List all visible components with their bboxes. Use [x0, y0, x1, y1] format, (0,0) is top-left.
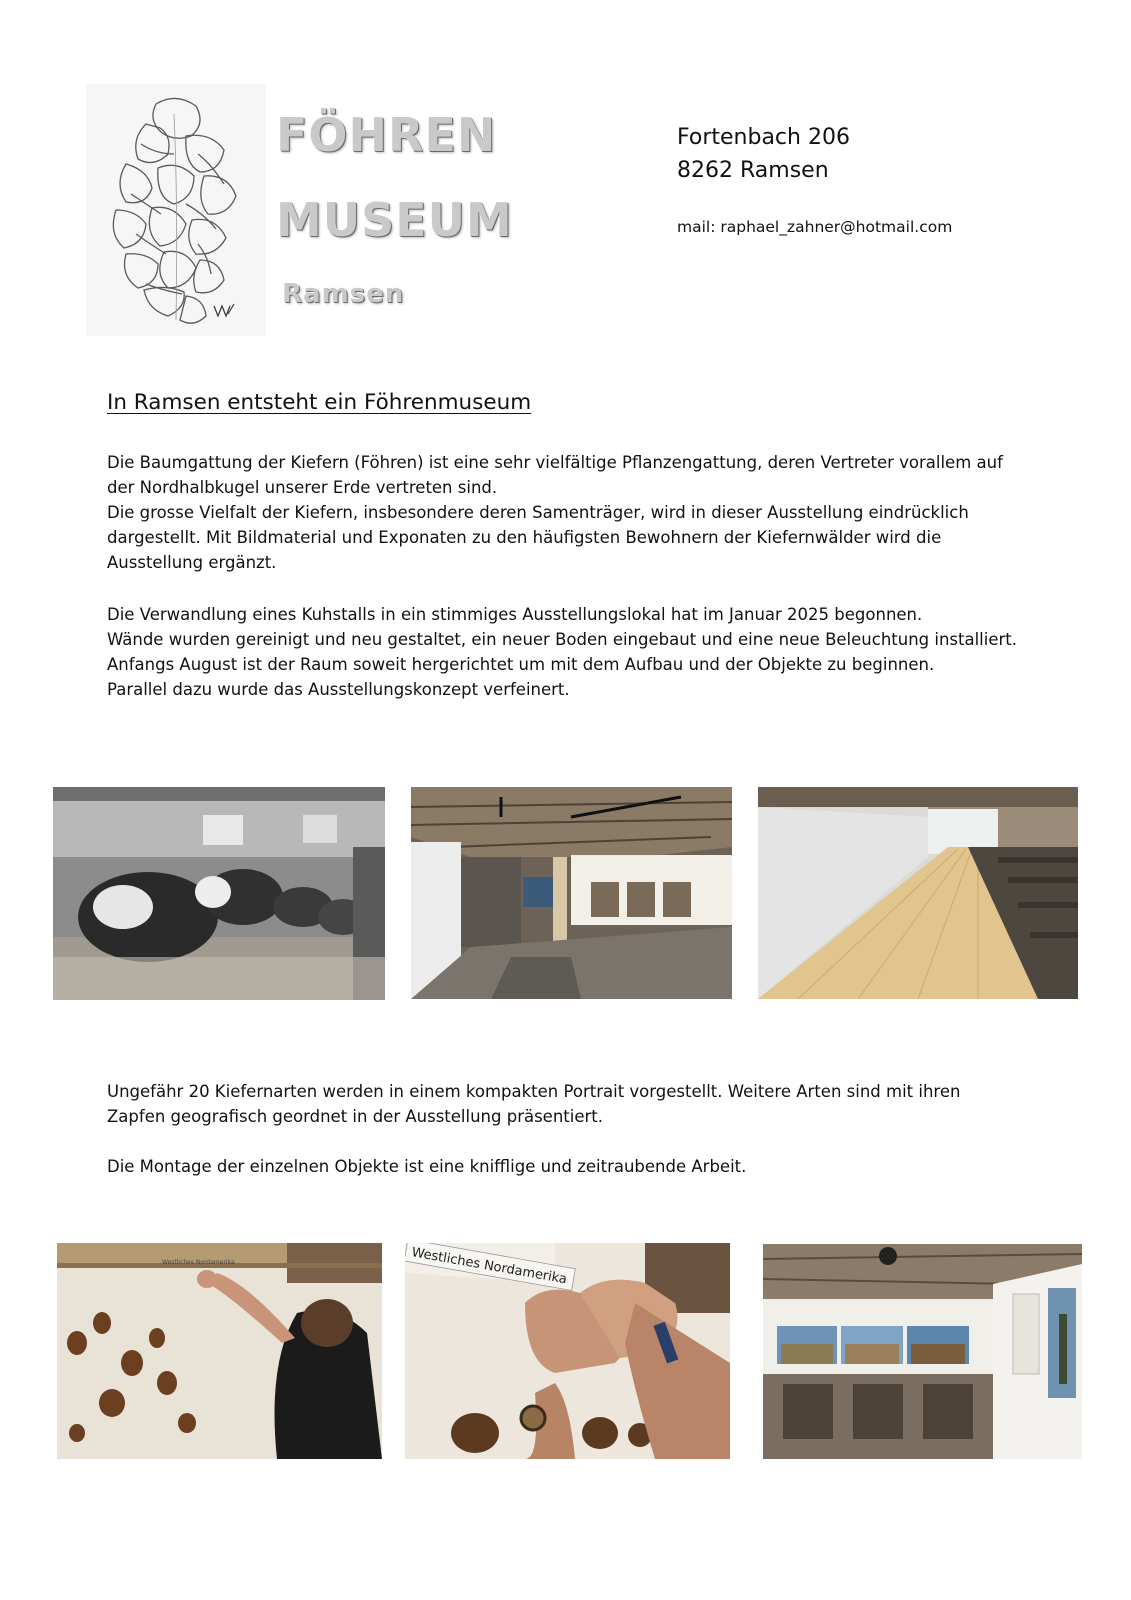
logo-title-line2: MUSEUM [276, 193, 513, 247]
photo-exhibition-walls [763, 1244, 1082, 1459]
photo-renovated-room [411, 787, 732, 999]
contact-email[interactable]: mail: raphael_zahner@hotmail.com [677, 218, 953, 236]
sign-label-small: Westliches Nordamerika [162, 1259, 235, 1266]
mounting-paragraph [107, 1154, 1067, 1179]
logo-title-line1: FÖHREN [276, 108, 497, 162]
address-street: Fortenbach 206 [677, 125, 850, 150]
text-line: Zapfen geografisch geordnet in der Ausstellung präsentiert. [107, 1107, 603, 1126]
text-line: dargestellt. Mit Bildmaterial und Exponaten zu den häufigsten Bewohnern der Kiefernwälder wird die [107, 528, 942, 547]
text-line: Die Verwandlung eines Kuhstalls in ein stimmiges Ausstellungslokal hat im Januar 2025 begonnen. [107, 605, 923, 624]
page-title: In Ramsen entsteht ein Föhrenmuseum [107, 390, 532, 415]
text-line: der Nordhalbkugel unserer Erde vertreten sind. [107, 478, 498, 497]
logo-subtitle: Ramsen [282, 279, 405, 309]
text-line: Die Baumgattung der Kiefern (Föhren) ist eine sehr vielfältige Pflanzengattung, deren Vertreter vorallem auf [107, 453, 1003, 472]
photo-new-wooden-floor [758, 787, 1078, 999]
text-line: Die Montage der einzelnen Objekte ist eine knifflige und zeitraubende Arbeit. [107, 1157, 747, 1176]
sign-label-large: Westliches Nordamerika [410, 1245, 568, 1288]
renovation-paragraph [107, 602, 1067, 702]
text-line: Ausstellung ergänzt. [107, 553, 277, 572]
photo-mounting-sign [405, 1243, 730, 1459]
address-city: 8262 Ramsen [677, 158, 829, 183]
species-paragraph [107, 1079, 1067, 1129]
photo-mounting-cones [57, 1243, 382, 1459]
logo-pinecone-drawing [86, 84, 266, 336]
text-line: Die grosse Vielfalt der Kiefern, insbesondere deren Samenträger, wird in dieser Ausstellung eindrücklich [107, 503, 969, 522]
text-line: Ungefähr 20 Kiefernarten werden in einem kompakten Portrait vorgestellt. Weitere Arten sind mit ihren [107, 1082, 961, 1101]
text-line: Wände wurden gereinigt und neu gestaltet, ein neuer Boden eingebaut und eine neue Beleuchtung installiert. [107, 630, 1017, 649]
intro-paragraph [107, 450, 1067, 575]
text-line: Anfangs August ist der Raum soweit hergerichtet um mit dem Aufbau und der Objekte zu beginnen. [107, 655, 935, 674]
text-line: Parallel dazu wurde das Ausstellungskonzept verfeinert. [107, 680, 570, 699]
photo-old-cowshed [53, 787, 385, 1000]
